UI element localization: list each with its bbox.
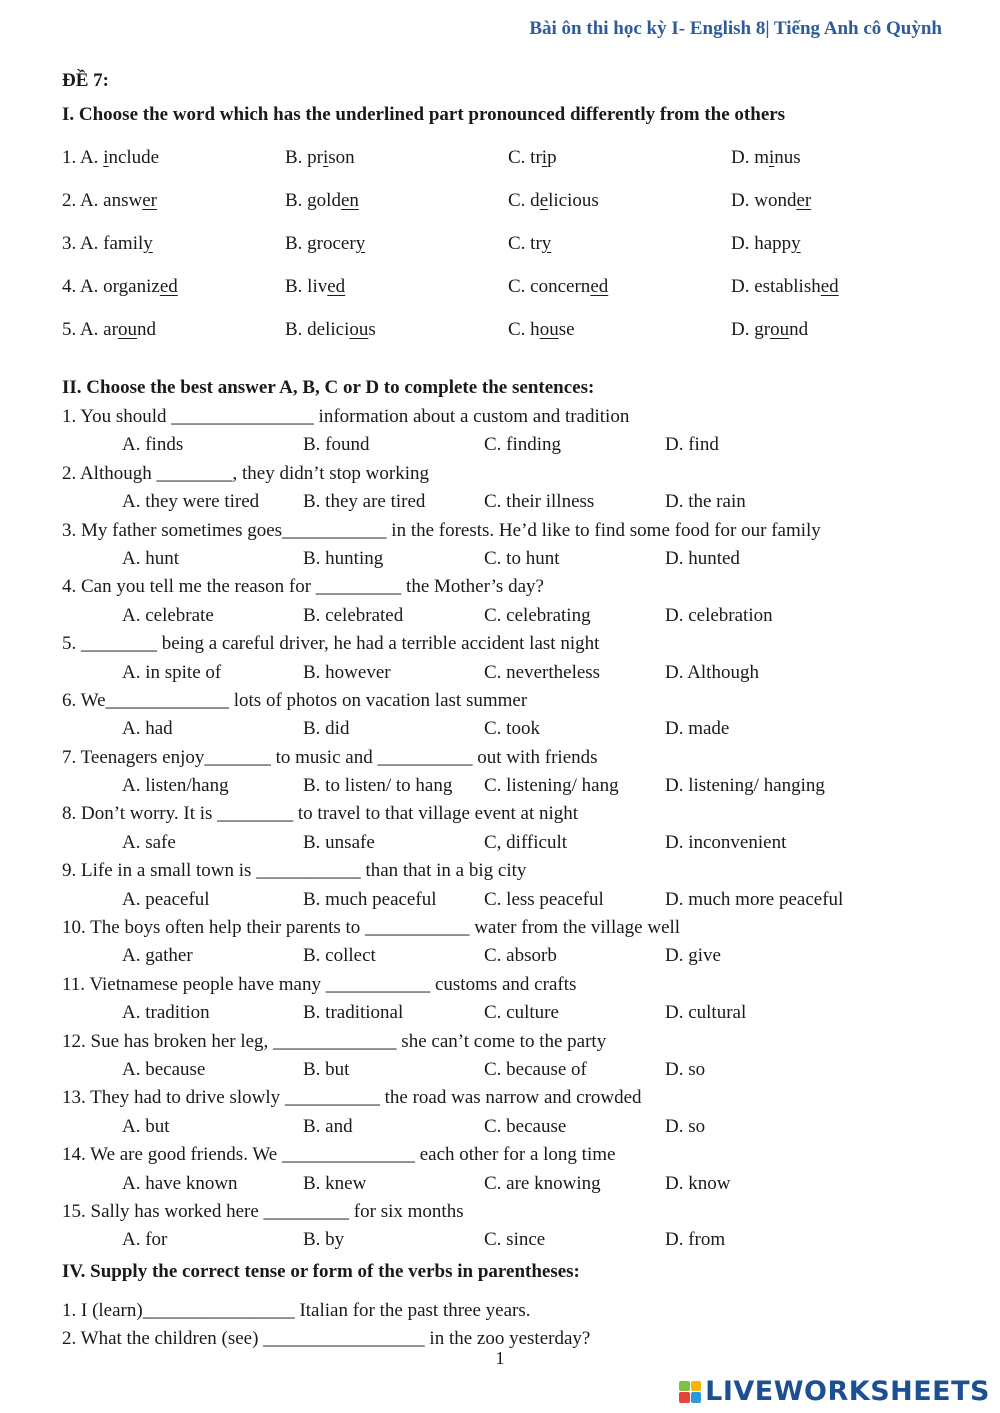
liveworksheets-logo [679,1376,990,1407]
answer-option[interactable]: A. safe [122,831,176,853]
answer-option[interactable]: D. the rain [665,491,746,513]
answer-options [62,942,962,970]
question-text: 15. Sally has worked here _________ for six months [62,1200,464,1222]
answer-option[interactable]: A. celebrate [122,604,214,626]
answer-option[interactable]: C. took [484,718,540,740]
answer-options [62,1056,962,1084]
answer-option[interactable]: A. in spite of [122,661,222,683]
pronunciation-option[interactable]: D. ground [731,319,809,340]
underlined-sound: i [541,147,548,168]
page-header: Bài ôn thi học kỳ I- English 8| Tiếng Anh cô Quỳnh [529,18,942,39]
question-text: 3. My father sometimes goes___________ in the forests. He’d like to find some food for our family [62,519,821,541]
underlined-sound: er [796,190,812,211]
question-text: 14. We are good friends. We ______________ each other for a long time [62,1144,616,1166]
pronunciation-option[interactable]: B. golden [285,190,359,211]
pronunciation-option[interactable]: D. happy [731,233,801,254]
answer-option[interactable]: C. nevertheless [484,661,601,683]
answer-option[interactable]: B. they are tired [303,491,426,513]
answer-option[interactable]: D. much more peaceful [665,888,844,910]
underlined-sound: i [769,147,775,168]
question-text: 8. Don’t worry. It is ________ to travel to that village event at night [62,803,579,825]
answer-option[interactable]: B. did [303,718,350,740]
answer-option[interactable]: B. but [303,1058,350,1080]
underlined-sound: ou [349,319,369,340]
answer-options [62,772,962,800]
answer-option[interactable]: D. listening/ hanging [665,775,825,797]
answer-option[interactable]: C. less peaceful [484,888,604,910]
underlined-sound: ed [590,276,609,297]
answer-options [62,1113,962,1141]
question-text: 12. Sue has broken her leg, _____________ she can’t come to the party [62,1030,607,1052]
answer-option[interactable]: B. traditional [303,1002,404,1024]
answer-option[interactable]: A. for [122,1229,168,1251]
answer-option[interactable]: C. listening/ hang [484,775,619,797]
question-text: 5. ________ being a careful driver, he had a terrible accident last night [62,633,600,655]
answer-option[interactable]: D. made [665,718,730,740]
underlined-sound: ou [770,319,790,340]
answer-option[interactable]: B. knew [303,1172,367,1194]
answer-option[interactable]: C. since [484,1229,546,1251]
answer-option[interactable]: D. so [665,1115,706,1137]
answer-option[interactable]: C. because [484,1115,567,1137]
underlined-sound: ed [327,276,346,297]
page-number: 1 [495,1348,505,1368]
answer-option[interactable]: B. by [303,1229,345,1251]
underlined-sound: y [355,233,366,254]
answer-option[interactable]: A. but [122,1115,170,1137]
answer-options [62,545,962,573]
answer-option[interactable]: D. know [665,1172,731,1194]
underlined-sound: y [143,233,153,254]
question-text: 11. Vietnamese people have many ___________ customs and crafts [62,973,577,995]
underlined-sound: ou [539,319,559,340]
verb-form-question[interactable]: 1. I (learn)________________ Italian for the past three years. [62,1299,531,1321]
answer-option[interactable]: D. hunted [665,547,740,569]
underlined-sound: e [539,190,549,211]
pronunciation-option[interactable]: 1. A. include [62,147,160,168]
pronunciation-row [62,222,962,265]
underlined-sound: ou [117,319,137,340]
pronunciation-option[interactable]: B. lived [285,276,346,297]
answer-option[interactable]: A. tradition [122,1002,210,1024]
pronunciation-option[interactable]: C. house [508,319,575,340]
answer-options [62,431,962,459]
pronunciation-row [62,265,962,308]
pronunciation-row [62,136,962,179]
answer-option[interactable]: B. however [303,661,391,683]
answer-option[interactable]: A. peaceful [122,888,210,910]
answer-option[interactable]: D. Although [665,661,759,683]
question-text: 6. We_____________ lots of photos on vacation last summer [62,689,528,711]
answer-option[interactable]: A. they were tired [122,491,260,513]
answer-options [62,999,962,1027]
underlined-sound: i [323,147,329,168]
pronunciation-option[interactable]: C. try [508,233,552,254]
answer-option[interactable]: A. gather [122,945,193,967]
exam-title: ĐỀ 7: [62,70,109,91]
pronunciation-option[interactable]: 4. A. organized [62,276,178,297]
answer-option[interactable]: B. celebrated [303,604,404,626]
answer-option[interactable]: B. hunting [303,547,384,569]
answer-option[interactable]: B. found [303,434,370,456]
answer-option[interactable]: D. inconvenient [665,831,787,853]
pronunciation-option[interactable]: C. delicious [508,190,599,211]
pronunciation-option[interactable]: D. wonder [731,190,812,211]
section-1-pronunciation [62,136,962,351]
section-2-multiple-choice [62,403,962,1255]
liveworksheets-icon [679,1381,701,1403]
underlined-sound: en [340,190,359,211]
question-text: 7. Teenagers enjoy_______ to music and __________ out with friends [62,746,598,768]
answer-option[interactable]: D. celebration [665,604,773,626]
worksheet-content [62,66,962,1354]
answer-options [62,1170,962,1198]
underlined-sound: y [791,233,801,254]
answer-option[interactable]: C. are knowing [484,1172,601,1194]
pronunciation-option[interactable]: B. delicious [285,319,376,340]
answer-option[interactable]: B. unsafe [303,831,375,853]
answer-option[interactable]: A. finds [122,434,184,456]
answer-options [62,715,962,743]
underlined-sound: ed [820,276,839,297]
underlined-sound: y [541,233,552,254]
pronunciation-option[interactable]: B. grocery [285,233,366,254]
liveworksheets-wordmark: LIVEWORKSHEETS [705,1376,990,1407]
underlined-sound: i [103,147,109,168]
answer-option[interactable]: B. much peaceful [303,888,437,910]
section-4-title: IV. Supply the correct tense or form of the verbs in parentheses: [62,1260,580,1282]
question-text: 9. Life in a small town is ___________ than that in a big city [62,860,527,882]
pronunciation-option[interactable]: 2. A. answer [62,190,157,211]
verb-form-question[interactable]: 2. What the children (see) _________________ in the zoo yesterday? [62,1328,591,1350]
answer-options [62,886,962,914]
question-text: 2. Although ________, they didn’t stop working [62,462,429,484]
answer-option[interactable]: D. so [665,1058,706,1080]
answer-options [62,488,962,516]
answer-option[interactable]: A. because [122,1058,206,1080]
answer-option[interactable]: C. because of [484,1058,587,1080]
question-text: 13. They had to drive slowly __________ the road was narrow and crowded [62,1087,642,1109]
answer-option[interactable]: B. and [303,1115,353,1137]
underlined-sound: ed [159,276,178,297]
answer-options [62,829,962,857]
pronunciation-row [62,308,962,351]
pronunciation-option[interactable]: C. concerned [508,276,609,297]
answer-option[interactable]: C. celebrating [484,604,591,626]
answer-option[interactable]: D. cultural [665,1002,747,1024]
pronunciation-option[interactable]: D. established [731,276,839,297]
pronunciation-option[interactable]: C. trip [508,147,557,168]
question-text: 10. The boys often help their parents to ___________ water from the village well [62,917,681,939]
pronunciation-option[interactable]: 5. A. around [62,319,156,340]
answer-option[interactable]: A. have known [122,1172,238,1194]
pronunciation-option[interactable]: B. prison [285,147,355,168]
pronunciation-option[interactable]: D. minus [731,147,801,168]
answer-option[interactable]: A. listen/hang [122,775,229,797]
answer-option[interactable]: D. from [665,1229,726,1251]
answer-option[interactable]: D. find [665,434,719,456]
pronunciation-row [62,179,962,222]
section-1-title: I. Choose the word which has the underlined part pronounced differently from the others [62,104,786,125]
answer-option[interactable]: A. had [122,718,173,740]
underlined-sound: er [142,190,157,211]
section-2-title: II. Choose the best answer A, B, C or D to complete the sentences: [62,377,595,398]
question-text: 1. You should _______________ information about a custom and tradition [62,406,630,427]
answer-option[interactable]: A. hunt [122,547,179,569]
pronunciation-option[interactable]: 3. A. family [62,233,153,254]
answer-option[interactable]: C. their illness [484,491,595,513]
answer-option[interactable]: C. culture [484,1002,559,1024]
answer-option[interactable]: B. collect [303,945,376,967]
answer-options [62,659,962,687]
answer-option[interactable]: D. give [665,945,721,967]
section-4-verb-forms [62,1297,962,1354]
question-text: 4. Can you tell me the reason for _________ the Mother’s day? [62,576,544,598]
answer-option[interactable]: C, difficult [484,831,568,853]
answer-options [62,602,962,630]
answer-options [62,1226,962,1254]
answer-option[interactable]: B. to listen/ to hang [303,775,453,797]
answer-option[interactable]: C. finding [484,434,562,456]
answer-option[interactable]: C. to hunt [484,547,560,569]
answer-option[interactable]: C. absorb [484,945,557,967]
